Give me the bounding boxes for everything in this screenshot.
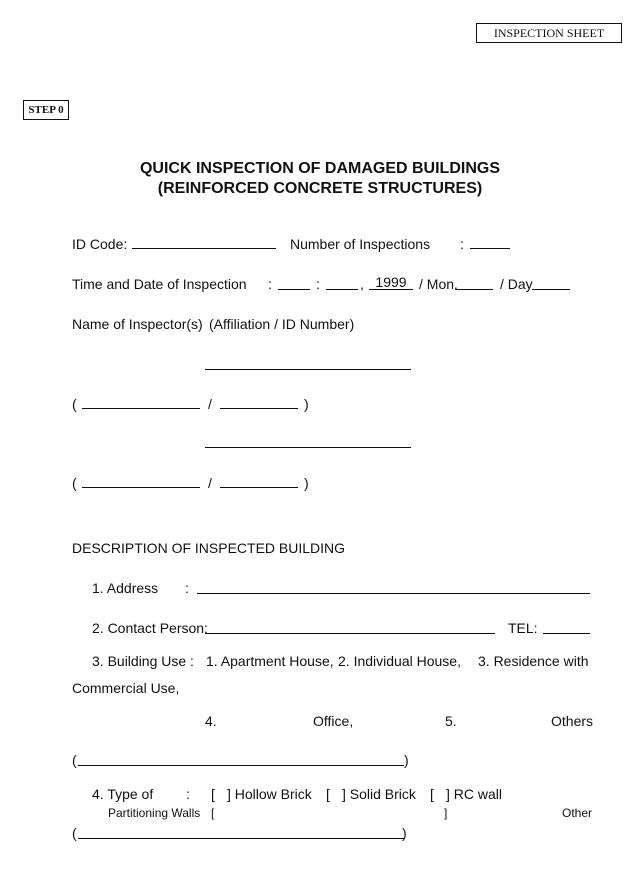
close-paren: ) [402,825,407,841]
use-option-4-number: 4. [205,713,217,729]
other-checkbox-close: ] [444,806,448,820]
num-inspections-field[interactable] [470,248,510,249]
month-label: / Mon. [419,276,458,292]
colon: : [186,786,190,802]
use-option-3-cont: Commercial Use, [72,680,180,696]
hollow-brick-checkbox-open[interactable]: [ [211,786,215,802]
month-field[interactable] [455,289,493,290]
open-paren: ( [72,752,77,768]
contact-label: 2. Contact Person: [92,620,208,636]
walls-other-field[interactable] [78,838,404,839]
page-title: QUICK INSPECTION OF DAMAGED BUILDINGS [139,160,500,177]
page-subtitle: (REINFORCED CONCRETE STRUCTURES) [157,180,483,197]
use-option-1: 1. Apartment House, [206,653,334,669]
open-paren: ( [72,396,77,412]
use-option-3: 3. Residence with [478,653,589,669]
address-field[interactable] [197,593,590,594]
inspection-sheet-label: INSPECTION SHEET [476,23,622,43]
colon: : [460,236,464,252]
affiliation-label: (Affiliation / ID Number) [209,316,355,332]
inspector-2-name-field[interactable] [205,447,411,448]
id-code-label: ID Code: [72,236,128,252]
other-option: Other [562,806,593,820]
minute-field[interactable] [326,289,358,290]
address-label: 1. Address [92,580,159,596]
hour-field[interactable] [278,289,310,290]
inspector-1-name-field[interactable] [205,369,411,370]
use-option-5-number: 5. [445,713,457,729]
time-date-label: Time and Date of Inspection [72,276,247,292]
close-paren: ) [304,475,309,491]
other-checkbox-open[interactable]: [ [211,806,215,820]
inspector-1-affiliation-field[interactable] [82,408,200,409]
open-paren: ( [72,475,77,491]
inspector-2-id-field[interactable] [220,487,298,488]
rc-wall-checkbox-open[interactable]: [ [430,786,434,802]
solid-brick-checkbox-open[interactable]: [ [326,786,330,802]
day-field[interactable] [532,289,570,290]
hollow-brick-option: ] Hollow Brick [227,786,312,802]
contact-field[interactable] [205,633,495,634]
colon: : [268,276,272,292]
close-paren: ) [304,396,309,412]
use-option-2: 2. Individual House, [338,653,461,669]
year-field[interactable]: 1999 [369,276,413,290]
day-label: / Day [500,276,533,292]
rc-wall-option: ] RC wall [446,786,503,802]
colon: : [316,276,320,292]
inspector-label: Name of Inspector(s) [72,316,203,332]
slash: / [208,475,212,491]
inspector-2-affiliation-field[interactable] [82,487,200,488]
colon: : [185,580,189,596]
step-label: STEP 0 [23,100,69,120]
inspector-1-id-field[interactable] [220,408,298,409]
solid-brick-option: ] Solid Brick [342,786,416,802]
walls-label: 4. Type of [92,786,154,802]
slash: / [208,396,212,412]
tel-field[interactable] [543,633,590,634]
use-option-4: Office, [313,713,354,729]
walls-label-2: Partitioning Walls [108,806,201,820]
close-paren: ) [404,752,409,768]
id-code-field[interactable] [132,248,276,249]
description-heading: DESCRIPTION OF INSPECTED BUILDING [72,540,346,556]
comma: , [360,276,364,292]
use-other-field[interactable] [78,765,404,766]
open-paren: ( [72,825,77,841]
tel-label: TEL: [508,620,538,636]
building-use-label: 3. Building Use : [92,653,194,669]
use-option-5: Others [551,713,594,729]
num-inspections-label: Number of Inspections [290,236,431,252]
